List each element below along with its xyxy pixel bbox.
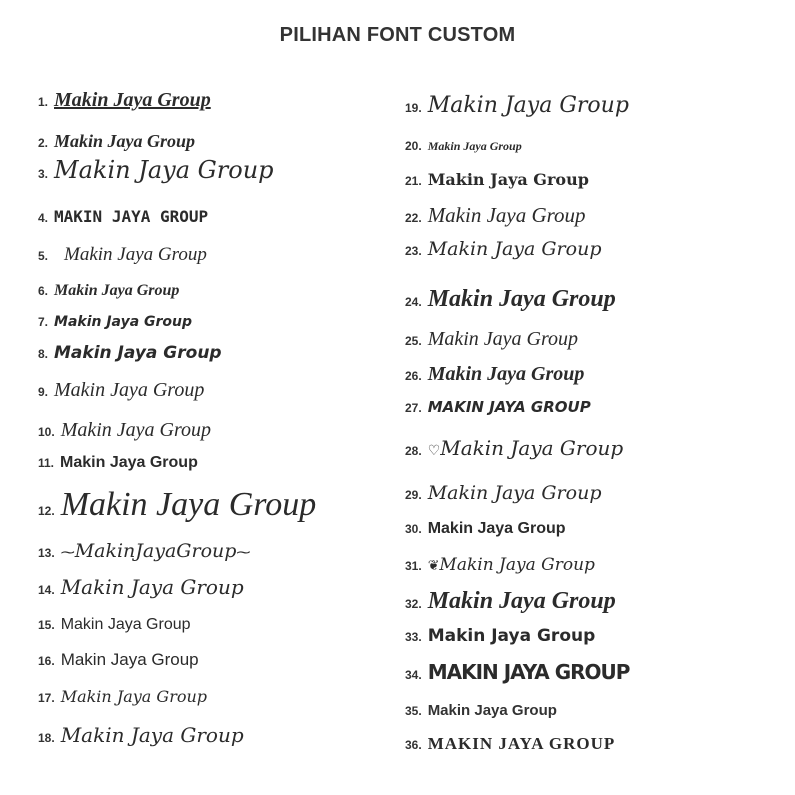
sample-text: Makin Jaya Group (427, 363, 585, 385)
sample-number: 2. (38, 136, 49, 150)
sample-number: 31. (405, 559, 422, 573)
font-sample-4 (38, 209, 208, 225)
sample-text: Makin Jaya Group (427, 588, 616, 614)
font-sample-16 (38, 651, 199, 668)
sample-number: 16. (38, 654, 55, 668)
sample-text: MAKIN JAYA GROUP (54, 207, 209, 226)
sample-number: 18. (38, 731, 55, 745)
sample-text: Makin Jaya Group (427, 520, 566, 537)
sample-number: 34. (405, 668, 422, 682)
font-sample-11 (38, 455, 198, 471)
swash-left-icon: ⁓ (60, 545, 75, 561)
sample-number: 21. (405, 174, 422, 188)
sample-number: 36. (405, 738, 422, 752)
sample-text: Makin Jaya Group (440, 436, 624, 460)
sample-text: Makin Jaya Group (427, 93, 629, 118)
font-sample-2 (38, 132, 195, 150)
sample-number: 30. (405, 522, 422, 536)
sample-text: Makin Jaya Group (54, 314, 193, 330)
sample-text: Makin Jaya Group (427, 328, 579, 350)
sample-number: 32. (405, 597, 422, 611)
sample-text: Makin Jaya Group (54, 131, 196, 151)
font-sample-18 (38, 725, 244, 745)
sample-number: 4. (38, 211, 49, 225)
sample-text: Makin Jaya Group (54, 379, 205, 401)
sample-number: 33. (405, 630, 422, 644)
font-sample-26 (405, 364, 584, 384)
font-sample-17 (38, 689, 207, 705)
sample-number: 10. (38, 425, 55, 439)
font-sample-32 (405, 589, 616, 613)
heart-icon: ♡ (427, 443, 441, 459)
sample-number: 20. (405, 139, 422, 153)
font-sample-29 (405, 484, 601, 503)
font-sample-12 (38, 488, 316, 522)
font-sample-25 (405, 329, 578, 349)
sample-number: 15. (38, 618, 55, 632)
sample-text: Makin Jaya Group (60, 687, 208, 706)
font-sample-34 (405, 662, 629, 682)
font-sample-14 (38, 577, 244, 597)
font-sample-30 (405, 521, 566, 537)
sample-number: 8. (38, 347, 49, 361)
sample-text: Makin Jaya Group (427, 286, 616, 312)
font-sample-22 (405, 205, 586, 226)
sample-number: 19. (405, 101, 422, 115)
font-sample-5 (38, 245, 207, 264)
sample-text: Makin Jaya Group (54, 343, 222, 363)
sample-text: Makin Jaya Group (60, 486, 317, 523)
page-title: PILIHAN FONT CUSTOM (279, 24, 516, 46)
sample-text: MAKIN JAYA GROUP (427, 398, 591, 416)
sample-text: Makin Jaya Group (427, 626, 596, 646)
font-sample-21 (405, 172, 589, 188)
font-sample-19 (405, 95, 629, 117)
wing-icon: ❦ (427, 558, 440, 574)
font-sample-31 (405, 557, 595, 574)
font-sample-10 (38, 420, 211, 440)
sample-text: Makin Jaya Group (427, 702, 557, 719)
font-sample-6 (38, 283, 179, 299)
font-sample-8 (38, 345, 222, 362)
sample-text: Makin Jaya Group (427, 139, 522, 153)
sample-text: Makin Jaya Group (64, 244, 207, 265)
sample-number: 5. (38, 249, 49, 263)
sample-text: Makin Jaya Group (54, 282, 180, 299)
font-sample-24 (405, 287, 616, 311)
font-sample-3 (38, 158, 274, 182)
sample-text: MAKIN JAYA GROUP (427, 660, 630, 684)
sample-text: Makin Jaya Group (427, 203, 586, 227)
sample-text: Makin Jaya Group (439, 555, 595, 575)
font-sample-20 (405, 139, 522, 153)
sample-number: 3. (38, 167, 49, 181)
sample-number: 22. (405, 211, 422, 225)
font-sample-28 (405, 438, 623, 459)
sample-text: Makin Jaya Group (60, 454, 198, 471)
sample-number: 7. (38, 315, 49, 329)
font-sample-7 (38, 315, 192, 329)
font-sample-13 (38, 542, 250, 561)
sample-text: Makin Jaya Group (427, 238, 602, 260)
sample-text: Makin Jaya Group (60, 650, 199, 669)
sample-text: Makin Jaya Group (427, 482, 602, 504)
sample-number: 11. (38, 456, 55, 470)
sample-number: 23. (405, 244, 422, 258)
sample-number: 24. (405, 295, 422, 309)
font-sample-33 (405, 628, 595, 645)
sample-text: MAKIN JAYA GROUP (427, 734, 616, 753)
sample-number: 6. (38, 284, 49, 298)
sample-number: 25. (405, 334, 422, 348)
font-sample-36 (405, 735, 615, 752)
font-sample-23 (405, 240, 601, 259)
sample-text: Makin Jaya Group (60, 616, 191, 633)
sample-number: 26. (405, 369, 422, 383)
font-sample-35 (405, 703, 557, 718)
sample-number: 29. (405, 488, 422, 502)
sample-text: Makin Jaya Group (60, 575, 244, 599)
sample-text: Makin Jaya Group (54, 89, 211, 111)
sample-number: 9. (38, 385, 49, 399)
sample-number: 13. (38, 546, 55, 560)
swash-right-icon: ⁓ (236, 545, 251, 561)
font-sample-15 (38, 617, 191, 633)
sample-number: 27. (405, 401, 422, 415)
font-sample-9 (38, 380, 204, 400)
sample-number: 14. (38, 583, 55, 597)
sample-number: 17. (38, 691, 55, 705)
sample-text: Makin Jaya Group (54, 156, 274, 184)
sample-number: 28. (405, 444, 422, 458)
sample-text: Makin Jaya Group (60, 723, 244, 747)
font-sample-1 (38, 90, 211, 110)
sample-number: 1. (38, 95, 49, 109)
font-sample-27 (405, 400, 591, 415)
sample-number: 12. (38, 504, 55, 518)
sample-text: Makin Jaya Group (60, 419, 212, 441)
sample-text: MakinJayaGroup (74, 540, 237, 562)
sample-number: 35. (405, 704, 422, 718)
sample-text: Makin Jaya Group (427, 170, 589, 189)
